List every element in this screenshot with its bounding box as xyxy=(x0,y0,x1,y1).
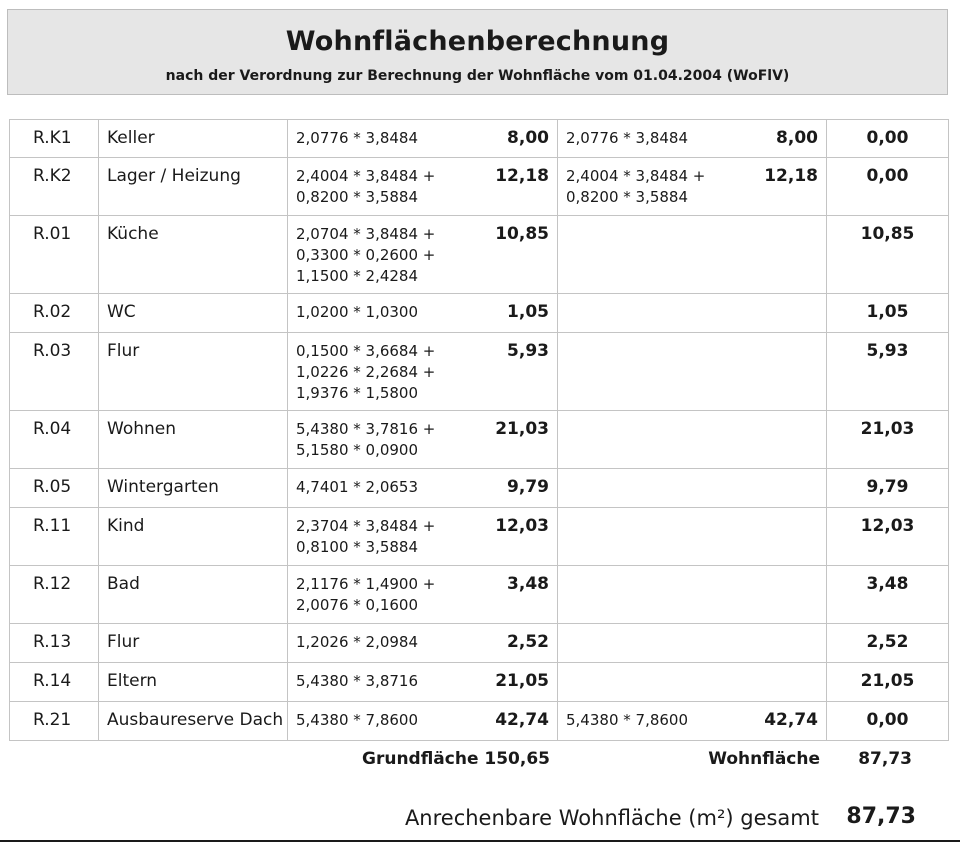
room-name: Ausbaureserve Dach xyxy=(99,702,288,741)
deduct-formula xyxy=(558,624,749,663)
area-value: 2,52 xyxy=(486,624,558,663)
living-area-value: 21,03 xyxy=(827,411,949,469)
table-row xyxy=(10,120,949,158)
deduct-value: 42,74 xyxy=(749,702,827,741)
table-row xyxy=(10,702,949,741)
header-banner xyxy=(7,9,948,95)
table-row xyxy=(10,624,949,663)
table-row xyxy=(10,508,949,566)
deduct-value xyxy=(749,216,827,294)
deduct-formula xyxy=(558,216,749,294)
area-formula xyxy=(288,216,486,294)
area-value: 9,79 xyxy=(486,469,558,508)
grand-total-value: 87,73 xyxy=(846,804,916,829)
deduct-value xyxy=(749,333,827,411)
room-name: Flur xyxy=(99,333,288,411)
table-row xyxy=(10,566,949,624)
living-area-value: 3,48 xyxy=(827,566,949,624)
living-area-value: 0,00 xyxy=(827,702,949,741)
grundflaeche-value: 150,65 xyxy=(484,749,550,769)
area-formula xyxy=(288,663,486,702)
table-row xyxy=(10,411,949,469)
deduct-value xyxy=(749,411,827,469)
deduct-formula xyxy=(558,294,749,333)
formula-line: 2,4004 * 3,8484 + xyxy=(296,167,436,185)
area-value: 5,93 xyxy=(486,333,558,411)
formula-line: 5,4380 * 7,8600 xyxy=(296,711,419,729)
area-value: 8,00 xyxy=(486,120,558,158)
table-row xyxy=(10,333,949,411)
formula-line: 0,8200 * 3,5884 xyxy=(566,188,689,206)
living-area-value: 5,93 xyxy=(827,333,949,411)
table-row xyxy=(10,294,949,333)
area-formula xyxy=(288,702,486,741)
deduct-formula xyxy=(558,469,749,508)
room-name: Wohnen xyxy=(99,411,288,469)
room-name: Wintergarten xyxy=(99,469,288,508)
area-formula xyxy=(288,624,486,663)
grundflaeche-label: Grundfläche xyxy=(362,749,479,769)
room-code: R.13 xyxy=(10,624,99,663)
area-value: 10,85 xyxy=(486,216,558,294)
formula-line: 0,8100 * 3,5884 xyxy=(296,538,419,556)
living-area-value: 1,05 xyxy=(827,294,949,333)
deduct-value xyxy=(749,663,827,702)
room-code: R.02 xyxy=(10,294,99,333)
formula-line: 2,4004 * 3,8484 + xyxy=(566,167,706,185)
table-row xyxy=(10,158,949,216)
table-row xyxy=(10,663,949,702)
page-subtitle: nach der Verordnung zur Berechnung der Wohnfläche vom 01.04.2004 (WoFlV) xyxy=(165,68,790,84)
area-formula xyxy=(288,158,486,216)
room-code: R.21 xyxy=(10,702,99,741)
formula-line: 2,0776 * 3,8484 xyxy=(566,129,689,147)
room-code: R.K2 xyxy=(10,158,99,216)
room-name: Keller xyxy=(99,120,288,158)
area-value: 1,05 xyxy=(486,294,558,333)
room-code: R.14 xyxy=(10,663,99,702)
deduct-formula xyxy=(558,566,749,624)
room-name: Bad xyxy=(99,566,288,624)
formula-line: 0,3300 * 0,2600 + xyxy=(296,246,436,264)
room-code: R.01 xyxy=(10,216,99,294)
room-code: R.12 xyxy=(10,566,99,624)
room-code: R.11 xyxy=(10,508,99,566)
area-value: 3,48 xyxy=(486,566,558,624)
formula-line: 1,1500 * 2,4284 xyxy=(296,267,419,285)
formula-line: 5,1580 * 0,0900 xyxy=(296,441,419,459)
area-value: 21,05 xyxy=(486,663,558,702)
area-formula xyxy=(288,294,486,333)
living-area-value: 10,85 xyxy=(827,216,949,294)
formula-line: 4,7401 * 2,0653 xyxy=(296,478,419,496)
deduct-formula xyxy=(558,702,749,741)
grand-total-label: Anrechenbare Wohnfläche (m²) gesamt xyxy=(404,806,819,830)
deduct-value: 8,00 xyxy=(749,120,827,158)
formula-line: 5,4380 * 3,8716 xyxy=(296,672,419,690)
room-name: Eltern xyxy=(99,663,288,702)
formula-line: 1,9376 * 1,5800 xyxy=(296,384,419,402)
deduct-value xyxy=(749,566,827,624)
room-code: R.03 xyxy=(10,333,99,411)
formula-line: 1,0226 * 2,2684 + xyxy=(296,363,436,381)
area-formula xyxy=(288,411,486,469)
formula-line: 0,8200 * 3,5884 xyxy=(296,188,419,206)
living-area-value: 0,00 xyxy=(827,120,949,158)
deduct-value xyxy=(749,469,827,508)
deduct-formula xyxy=(558,158,749,216)
room-name: Lager / Heizung xyxy=(99,158,288,216)
living-area-value: 21,05 xyxy=(827,663,949,702)
deduct-formula xyxy=(558,411,749,469)
area-formula xyxy=(288,566,486,624)
room-table xyxy=(9,119,949,741)
area-formula xyxy=(288,120,486,158)
deduct-formula xyxy=(558,333,749,411)
page-title: Wohnflächenberechnung xyxy=(285,26,670,57)
deduct-value xyxy=(749,508,827,566)
wohnflaeche-value: 87,73 xyxy=(858,749,912,769)
wohnflaeche-label: Wohnfläche xyxy=(708,749,820,769)
table-row xyxy=(10,216,949,294)
deduct-value xyxy=(749,624,827,663)
deduct-value xyxy=(749,294,827,333)
formula-line: 2,0704 * 3,8484 + xyxy=(296,225,436,243)
formula-line: 2,0776 * 3,8484 xyxy=(296,129,419,147)
deduct-value: 12,18 xyxy=(749,158,827,216)
area-formula xyxy=(288,469,486,508)
deduct-formula xyxy=(558,508,749,566)
table-row xyxy=(10,469,949,508)
living-area-value: 12,03 xyxy=(827,508,949,566)
room-code: R.04 xyxy=(10,411,99,469)
room-name: Flur xyxy=(99,624,288,663)
living-area-value: 2,52 xyxy=(827,624,949,663)
deduct-formula xyxy=(558,663,749,702)
area-formula xyxy=(288,508,486,566)
formula-line: 2,0076 * 0,1600 xyxy=(296,596,419,614)
living-area-value: 0,00 xyxy=(827,158,949,216)
area-value: 12,03 xyxy=(486,508,558,566)
deduct-formula xyxy=(558,120,749,158)
area-value: 12,18 xyxy=(486,158,558,216)
room-code: R.05 xyxy=(10,469,99,508)
living-area-value: 9,79 xyxy=(827,469,949,508)
formula-line: 2,3704 * 3,8484 + xyxy=(296,517,436,535)
formula-line: 2,1176 * 1,4900 + xyxy=(296,575,436,593)
area-value: 42,74 xyxy=(486,702,558,741)
room-code: R.K1 xyxy=(10,120,99,158)
room-name: Kind xyxy=(99,508,288,566)
room-name: Küche xyxy=(99,216,288,294)
formula-line: 1,0200 * 1,0300 xyxy=(296,303,419,321)
formula-line: 5,4380 * 3,7816 + xyxy=(296,420,436,438)
formula-line: 0,1500 * 3,6684 + xyxy=(296,342,436,360)
area-formula xyxy=(288,333,486,411)
formula-line: 5,4380 * 7,8600 xyxy=(566,711,689,729)
area-value: 21,03 xyxy=(486,411,558,469)
formula-line: 1,2026 * 2,0984 xyxy=(296,633,419,651)
room-name: WC xyxy=(99,294,288,333)
